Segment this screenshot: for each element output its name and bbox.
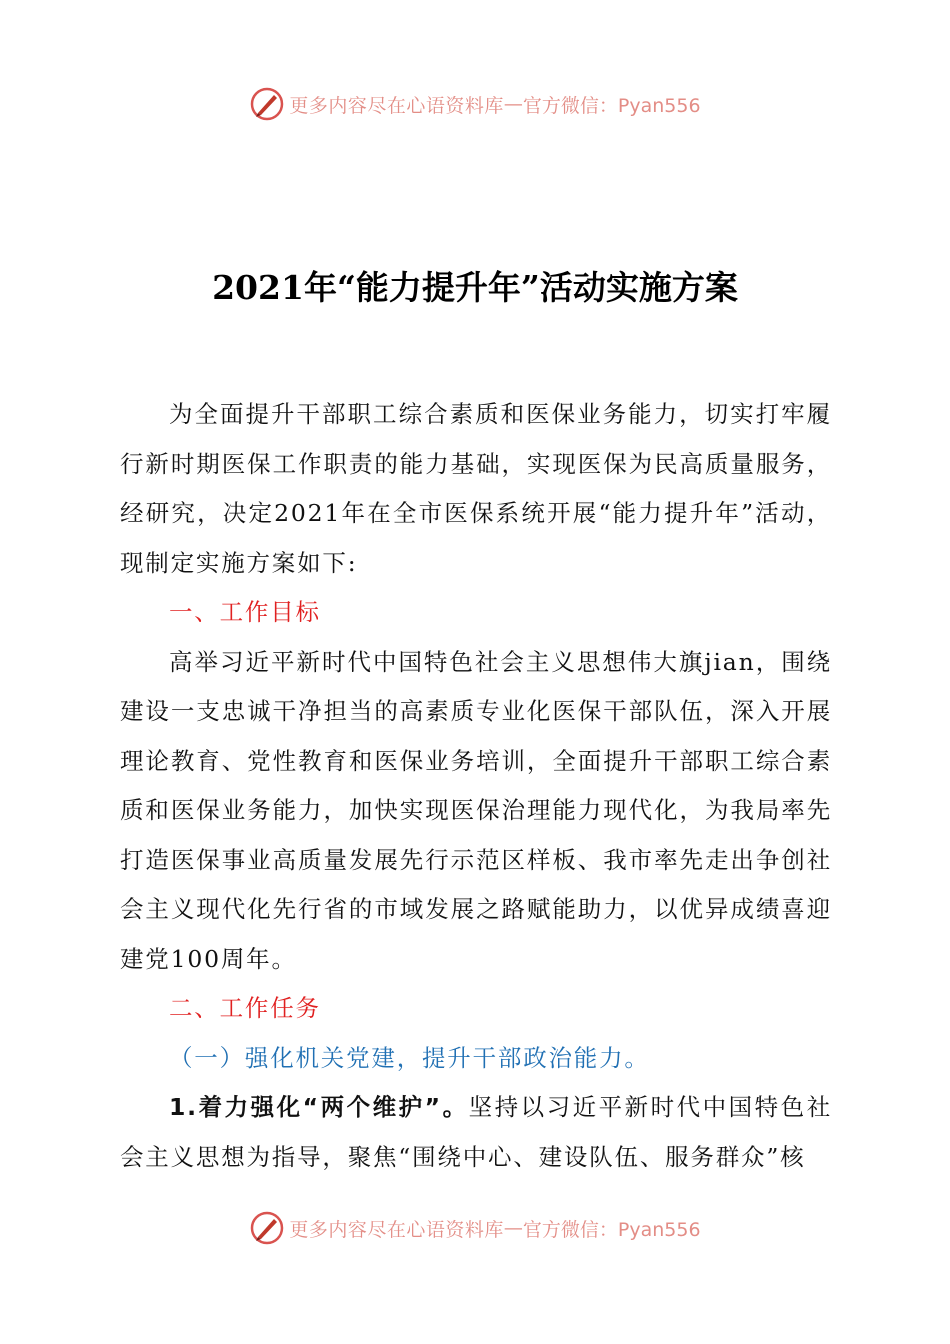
task-item-1-lead: 1.着力强化“两个维护”。 bbox=[169, 1093, 469, 1121]
watermark-text: 更多内容尽在心语资料库 bbox=[289, 1218, 504, 1241]
watermark-separator: — bbox=[503, 93, 523, 115]
watermark-wechat: 官方微信：Pyan556 bbox=[522, 1218, 701, 1241]
document-title: 2021年“能力提升年”活动实施方案 bbox=[212, 268, 738, 307]
header-watermark-banner bbox=[0, 84, 950, 124]
intro-paragraph: 为全面提升干部职工综合素质和医保业务能力，切实打牢履行新时期医保工作职责的能力基础，实现医保为民高质量服务，经研究，决定2021年在全市医保系统开展“能力提升年”活动，现制定实施方案如下: bbox=[120, 400, 832, 577]
goals-paragraph: 高举习近平新时代中国特色社会主义思想伟大旗jian，围绕建设一支忠诚干净担当的高素质专业化医保干部队伍，深入开展理论教育、党性教育和医保业务培训，全面提升干部职工综合素质和医保业务能力，加快实现医保治理能力现代化，为我局率先打造医保事业高质量发展先行示范区样板、我市率先走出争创社会主义现代化先行省的市域发展之路赋能助力，以优异成绩喜迎建党100周年。 bbox=[120, 647, 832, 973]
task-item-1-body: 坚持以习近平新时代中国特色社会主义思想为指导，聚焦“围绕中心、建设队伍、服务群众”核 bbox=[120, 1093, 832, 1171]
footer-watermark-banner bbox=[0, 1208, 950, 1248]
watermark-text: 更多内容尽在心语资料库 bbox=[289, 94, 504, 117]
watermark-separator: — bbox=[503, 1217, 523, 1239]
watermark-wechat: 官方微信：Pyan556 bbox=[522, 94, 701, 117]
pen-logo-icon bbox=[249, 1210, 285, 1246]
section-heading-tasks: 二、工作任务 bbox=[169, 994, 321, 1022]
section-heading-goals: 一、工作目标 bbox=[169, 598, 321, 626]
pen-logo-icon bbox=[249, 86, 285, 122]
task-item-1 bbox=[120, 1083, 832, 1182]
subsection-heading-party: （一）强化机关党建，提升干部政治能力。 bbox=[169, 1043, 650, 1072]
document-body bbox=[120, 390, 832, 1182]
